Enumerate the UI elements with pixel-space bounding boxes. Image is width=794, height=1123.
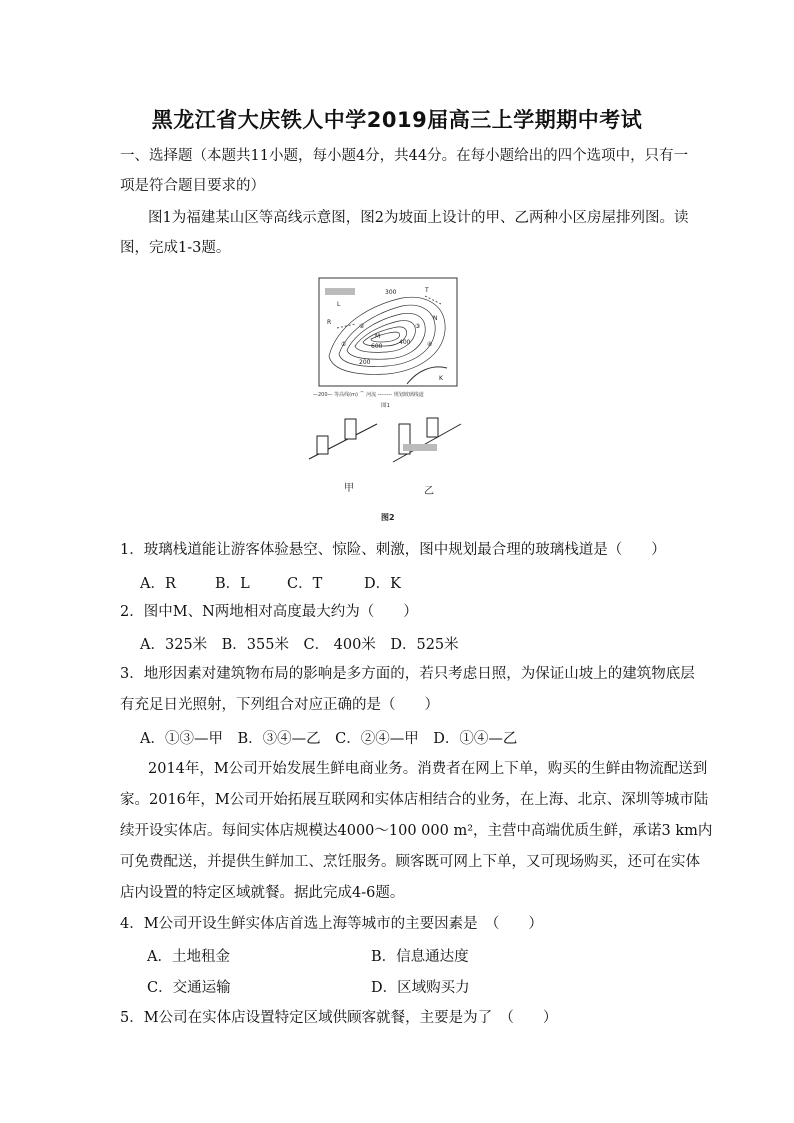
point-label-t: T — [425, 287, 429, 294]
figure-contour-and-slope — [307, 276, 465, 526]
slope-diagrams — [309, 418, 461, 462]
figure-svg — [307, 276, 465, 526]
intro2-line-4: 可免费配送，并提供生鲜加工、烹饪服务。顾客既可网上下单，又可现场购买，还可在实体 — [120, 854, 700, 870]
intro2-line-2: 家。2016年，M公司开始拓展互联网和实体店相结合的业务，在上海、北京、深圳等城市陆 — [120, 792, 709, 808]
q5-stem: 5．M公司在实体店设置特定区域供顾客就餐，主要是为了 （ ） — [120, 1010, 558, 1026]
q2-stem: 2．图中M、N两地相对高度最大约为（ ） — [120, 604, 418, 620]
fig1-label: 图1 — [381, 403, 390, 409]
q1-stem: 1．玻璃栈道能让游客体验悬空、惊险、刺激，图中规划最合理的玻璃栈道是（ ） — [120, 542, 666, 558]
point-label-1: ① — [341, 341, 347, 348]
q4-option-d: D．区域购买力 — [371, 980, 470, 996]
q1-option-d: D．K — [364, 576, 401, 592]
intro2-line-1: 2014年，M公司开始发展生鲜电商业务。消费者在网上下单，购买的生鲜由物流配送到 — [148, 761, 708, 777]
point-label-3: ③ — [415, 323, 421, 330]
slope-jia-house-2 — [345, 419, 356, 439]
q3-options: A．①③—甲 B．③④—乙 C．②④—甲 D．①④—乙 — [140, 731, 518, 747]
section-heading-line-2: 项是符合题目要求的） — [120, 178, 265, 194]
q4-option-c: C．交通运输 — [147, 980, 231, 996]
intro1-line-1: 图1为福建某山区等高线示意图，图2为坡面上设计的甲、乙两种小区房屋排列图。读 — [148, 210, 689, 226]
q3-stem-line-1: 3．地形因素对建筑物布局的影响是多方面的，若只考虑日照，为保证山坡上的建筑物底层 — [120, 666, 695, 682]
point-label-k: K — [439, 375, 443, 382]
label-yi: 乙 — [424, 486, 434, 497]
fig2-label: 图2 — [381, 513, 395, 522]
q4-option-b: B．信息通达度 — [371, 949, 469, 965]
point-label-l: L — [337, 301, 341, 308]
slope-yi-house-2 — [427, 418, 438, 437]
intro2-line-5: 店内设置的特定区域就餐。据此完成4-6题。 — [120, 885, 405, 901]
intro1-line-2: 图，完成1-3题。 — [120, 240, 231, 256]
point-label-2: ② — [359, 323, 365, 330]
point-label-r: R — [327, 319, 332, 326]
contour-label-300: 300 — [385, 289, 397, 296]
contour-label-400: 400 — [399, 339, 411, 346]
intro2-line-3: 续开设实体店。每间实体店规模达4000～100 000 m²，主营中高端优质生鲜，承诺3 km内 — [120, 823, 713, 839]
point-label-m: M — [375, 333, 381, 340]
map-legend: —200— 等高线(m) ⌒ 河流 -------- 规划玻璃栈道 — [313, 392, 424, 398]
contour-label-200: 200 — [359, 359, 371, 366]
section-heading-line-1: 一、选择题（本题共11小题，每小题4分，共44分。在每小题给出的四个选项中，只有一 — [120, 148, 689, 164]
point-label-n: N — [433, 315, 438, 322]
contour-label-600: 600 — [371, 343, 383, 350]
q1-option-c: C．T — [287, 576, 323, 592]
q2-options: A．325米 B．355米 C． 400米 D．525米 — [140, 637, 459, 653]
q3-stem-line-2: 有充足日光照射，下列组合对应正确的是（ ） — [120, 697, 439, 713]
q4-stem: 4．M公司开设生鲜实体店首选上海等城市的主要因素是 （ ） — [120, 916, 543, 932]
slope-jia-house-1 — [317, 436, 328, 454]
label-jia: 甲 — [344, 483, 354, 494]
redacted-mark-2 — [403, 444, 437, 451]
q1-option-a: A．R — [140, 576, 176, 592]
exam-title: 黑龙江省大庆铁人中学2019届高三上学期期中考试 — [151, 108, 643, 132]
q1-option-b: B．L — [215, 576, 250, 592]
q4-option-a: A．土地租金 — [147, 949, 230, 965]
redacted-mark — [325, 288, 355, 295]
point-label-4: ④ — [427, 341, 433, 348]
